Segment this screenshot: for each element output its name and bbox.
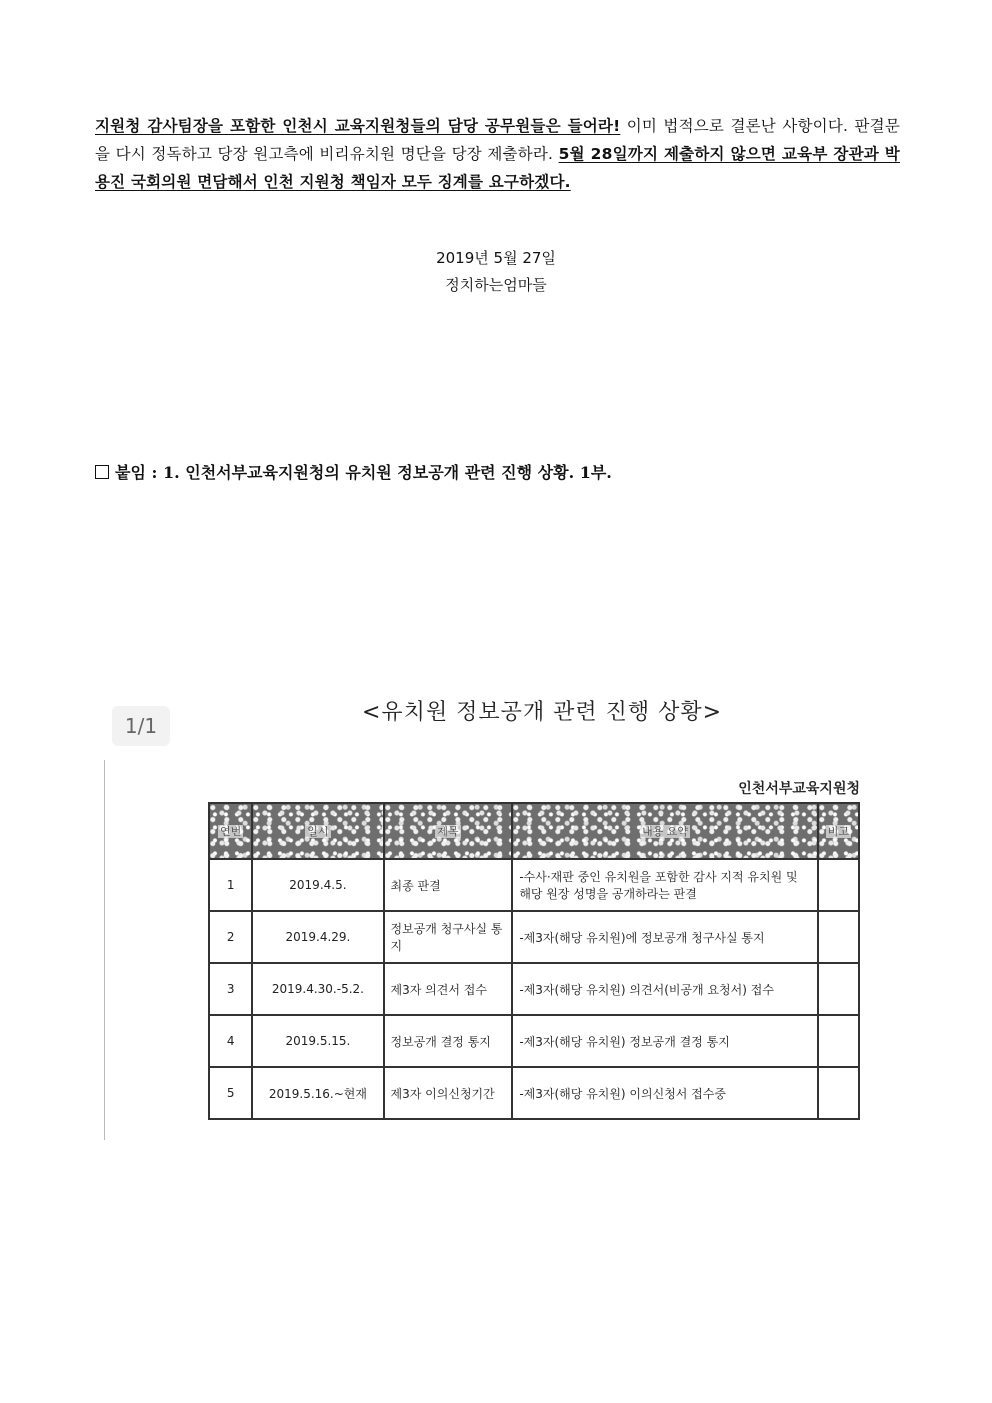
cell-item: 제3자 이의신청기간 xyxy=(384,1067,513,1119)
header-no: 연번 xyxy=(209,803,252,859)
cell-note xyxy=(818,859,859,911)
cell-date: 2019.5.16.~현재 xyxy=(252,1067,383,1119)
table-row xyxy=(209,963,859,1015)
table-row xyxy=(209,859,859,911)
scan-department: 인천서부교육지원청 xyxy=(738,781,860,797)
cell-note xyxy=(818,1067,859,1119)
cell-summary: -제3자(해당 유치원) 의견서(비공개 요청서) 접수 xyxy=(512,963,817,1015)
table-row xyxy=(209,1015,859,1067)
cell-date: 2019.5.15. xyxy=(252,1015,383,1067)
attachment-line xyxy=(95,460,612,483)
header-date: 일시 xyxy=(252,803,383,859)
cell-item: 정보공개 청구사실 통지 xyxy=(384,911,513,963)
page-indicator: 1/1 xyxy=(112,706,170,746)
attachment-text: 붙임 : 1. 인천서부교육지원청의 유치원 정보공개 관련 진행 상황. 1부. xyxy=(115,463,612,482)
cell-date: 2019.4.29. xyxy=(252,911,383,963)
header-note: 비고 xyxy=(818,803,859,859)
cell-no: 2 xyxy=(209,911,252,963)
cell-no: 1 xyxy=(209,859,252,911)
header-item: 제목 xyxy=(384,803,513,859)
cell-item: 제3자 의견서 접수 xyxy=(384,963,513,1015)
statement-paragraph xyxy=(95,112,900,196)
cell-summary: -수사·재판 중인 유치원을 포함한 감사 지적 유치원 및 해당 원장 성명을 공개하라는 판결 xyxy=(512,859,817,911)
statement-emphasis-1: 지원청 감사팀장을 포함한 인천시 교육지원청들의 담당 공무원들은 들어라! xyxy=(95,117,621,135)
scan-edge-line xyxy=(104,760,105,1140)
cell-item: 최종 판결 xyxy=(384,859,513,911)
cell-no: 4 xyxy=(209,1015,252,1067)
table-row xyxy=(209,1067,859,1119)
cell-note xyxy=(818,911,859,963)
cell-date: 2019.4.5. xyxy=(252,859,383,911)
progress-table xyxy=(208,802,860,1120)
organization-name: 정치하는엄마들 xyxy=(445,276,547,294)
table-row xyxy=(209,911,859,963)
cell-summary: -제3자(해당 유치원) 정보공개 결정 통지 xyxy=(512,1015,817,1067)
scanned-attachment-image xyxy=(100,690,880,1150)
checkbox-icon xyxy=(95,465,109,479)
cell-note xyxy=(818,1015,859,1067)
table-header-row xyxy=(209,803,859,859)
cell-date: 2019.4.30.-5.2. xyxy=(252,963,383,1015)
scan-title: <유치원 정보공개 관련 진행 상황> xyxy=(362,700,723,725)
document-date: 2019년 5월 27일 xyxy=(436,249,556,267)
header-summary: 내용 요약 xyxy=(512,803,817,859)
cell-summary: -제3자(해당 유치원)에 정보공개 청구사실 통지 xyxy=(512,911,817,963)
cell-no: 3 xyxy=(209,963,252,1015)
cell-no: 5 xyxy=(209,1067,252,1119)
cell-item: 정보공개 결정 통지 xyxy=(384,1015,513,1067)
cell-summary: -제3자(해당 유치원) 이의신청서 접수중 xyxy=(512,1067,817,1119)
cell-note xyxy=(818,963,859,1015)
statement-body: 이미 법적으로 결론난 사항이다. 판결문을 다시 정독하고 당장 원고측에 비리유치원 명단을 당장 제출하라. xyxy=(95,117,900,163)
statement-emphasis-2: 5월 28일까지 제출하지 않으면 교육부 장관과 박용진 국회의원 면담해서 인천 지원청 책임자 모두 징계를 요구하겠다. xyxy=(95,145,900,191)
